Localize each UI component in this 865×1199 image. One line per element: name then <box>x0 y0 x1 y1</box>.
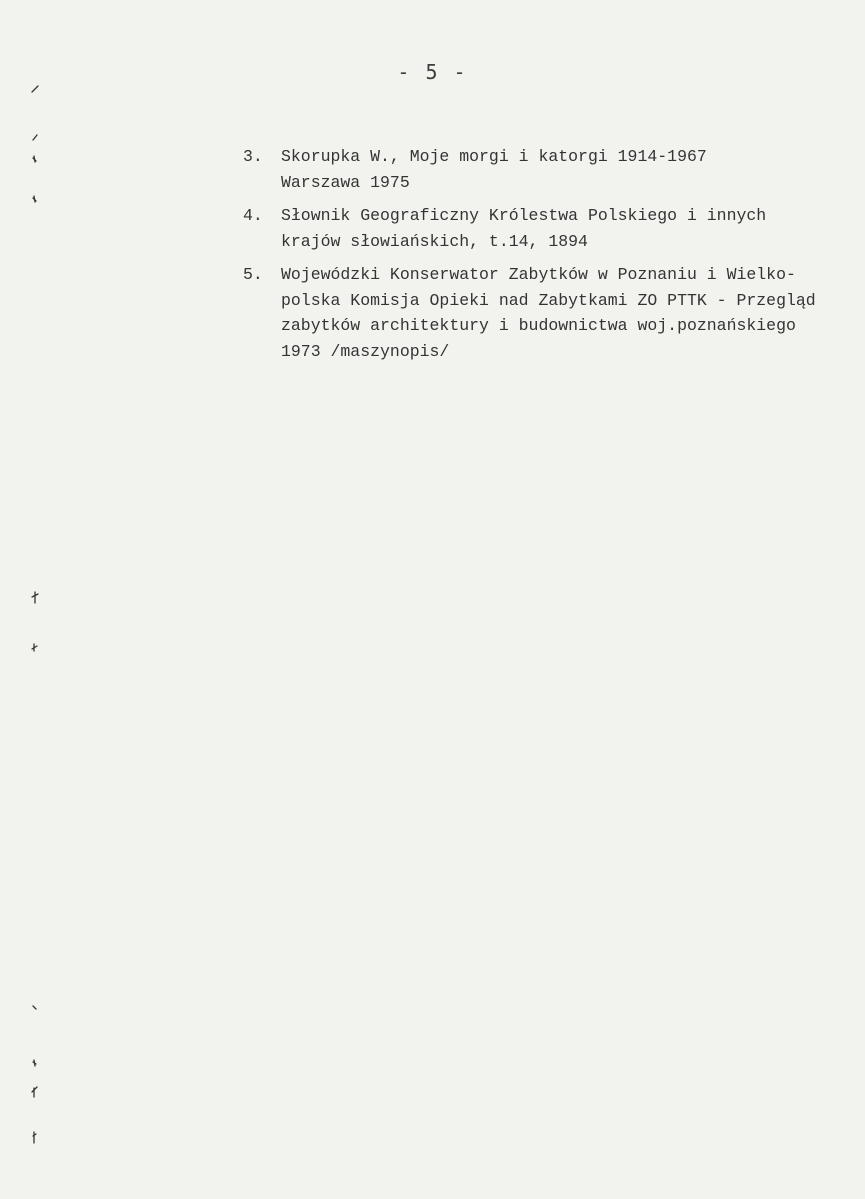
reference-line: Skorupka W., Moje morgi i katorgi 1914-1967 <box>281 147 707 166</box>
reference-number: 5. <box>243 265 263 284</box>
margin-mark <box>32 1087 37 1097</box>
margin-mark <box>32 86 38 92</box>
reference-line: Warszawa 1975 <box>281 172 410 192</box>
reference-line: krajów słowiańskich, t.14, 1894 <box>281 231 588 251</box>
reference-item <box>243 203 843 254</box>
reference-line: Słownik Geograficzny Królestwa Polskiego i innych <box>281 206 767 225</box>
reference-number: 4. <box>243 206 263 225</box>
page-number: - 5 - <box>397 60 468 84</box>
reference-number: 3. <box>243 147 263 166</box>
margin-mark <box>33 156 36 162</box>
margin-mark <box>32 644 37 651</box>
reference-line: 1973 /maszynopis/ <box>281 341 450 361</box>
margin-mark <box>33 1006 36 1009</box>
margin-marks <box>20 0 60 1199</box>
reference-line: Wojewódzki Konserwator Zabytków w Poznaniu i Wielko- <box>281 265 796 284</box>
margin-mark <box>33 1060 36 1066</box>
margin-mark <box>33 196 36 202</box>
margin-mark <box>33 135 37 140</box>
margin-mark <box>32 592 38 603</box>
reference-item <box>243 262 843 364</box>
reference-line: polska Komisja Opieki nad Zabytkami ZO PTTK - Przegląd <box>281 290 816 310</box>
reference-item <box>243 144 843 195</box>
reference-line: zabytków architektury i budownictwa woj.poznańskiego <box>281 316 796 335</box>
margin-mark <box>33 1132 36 1143</box>
reference-list <box>243 144 843 372</box>
